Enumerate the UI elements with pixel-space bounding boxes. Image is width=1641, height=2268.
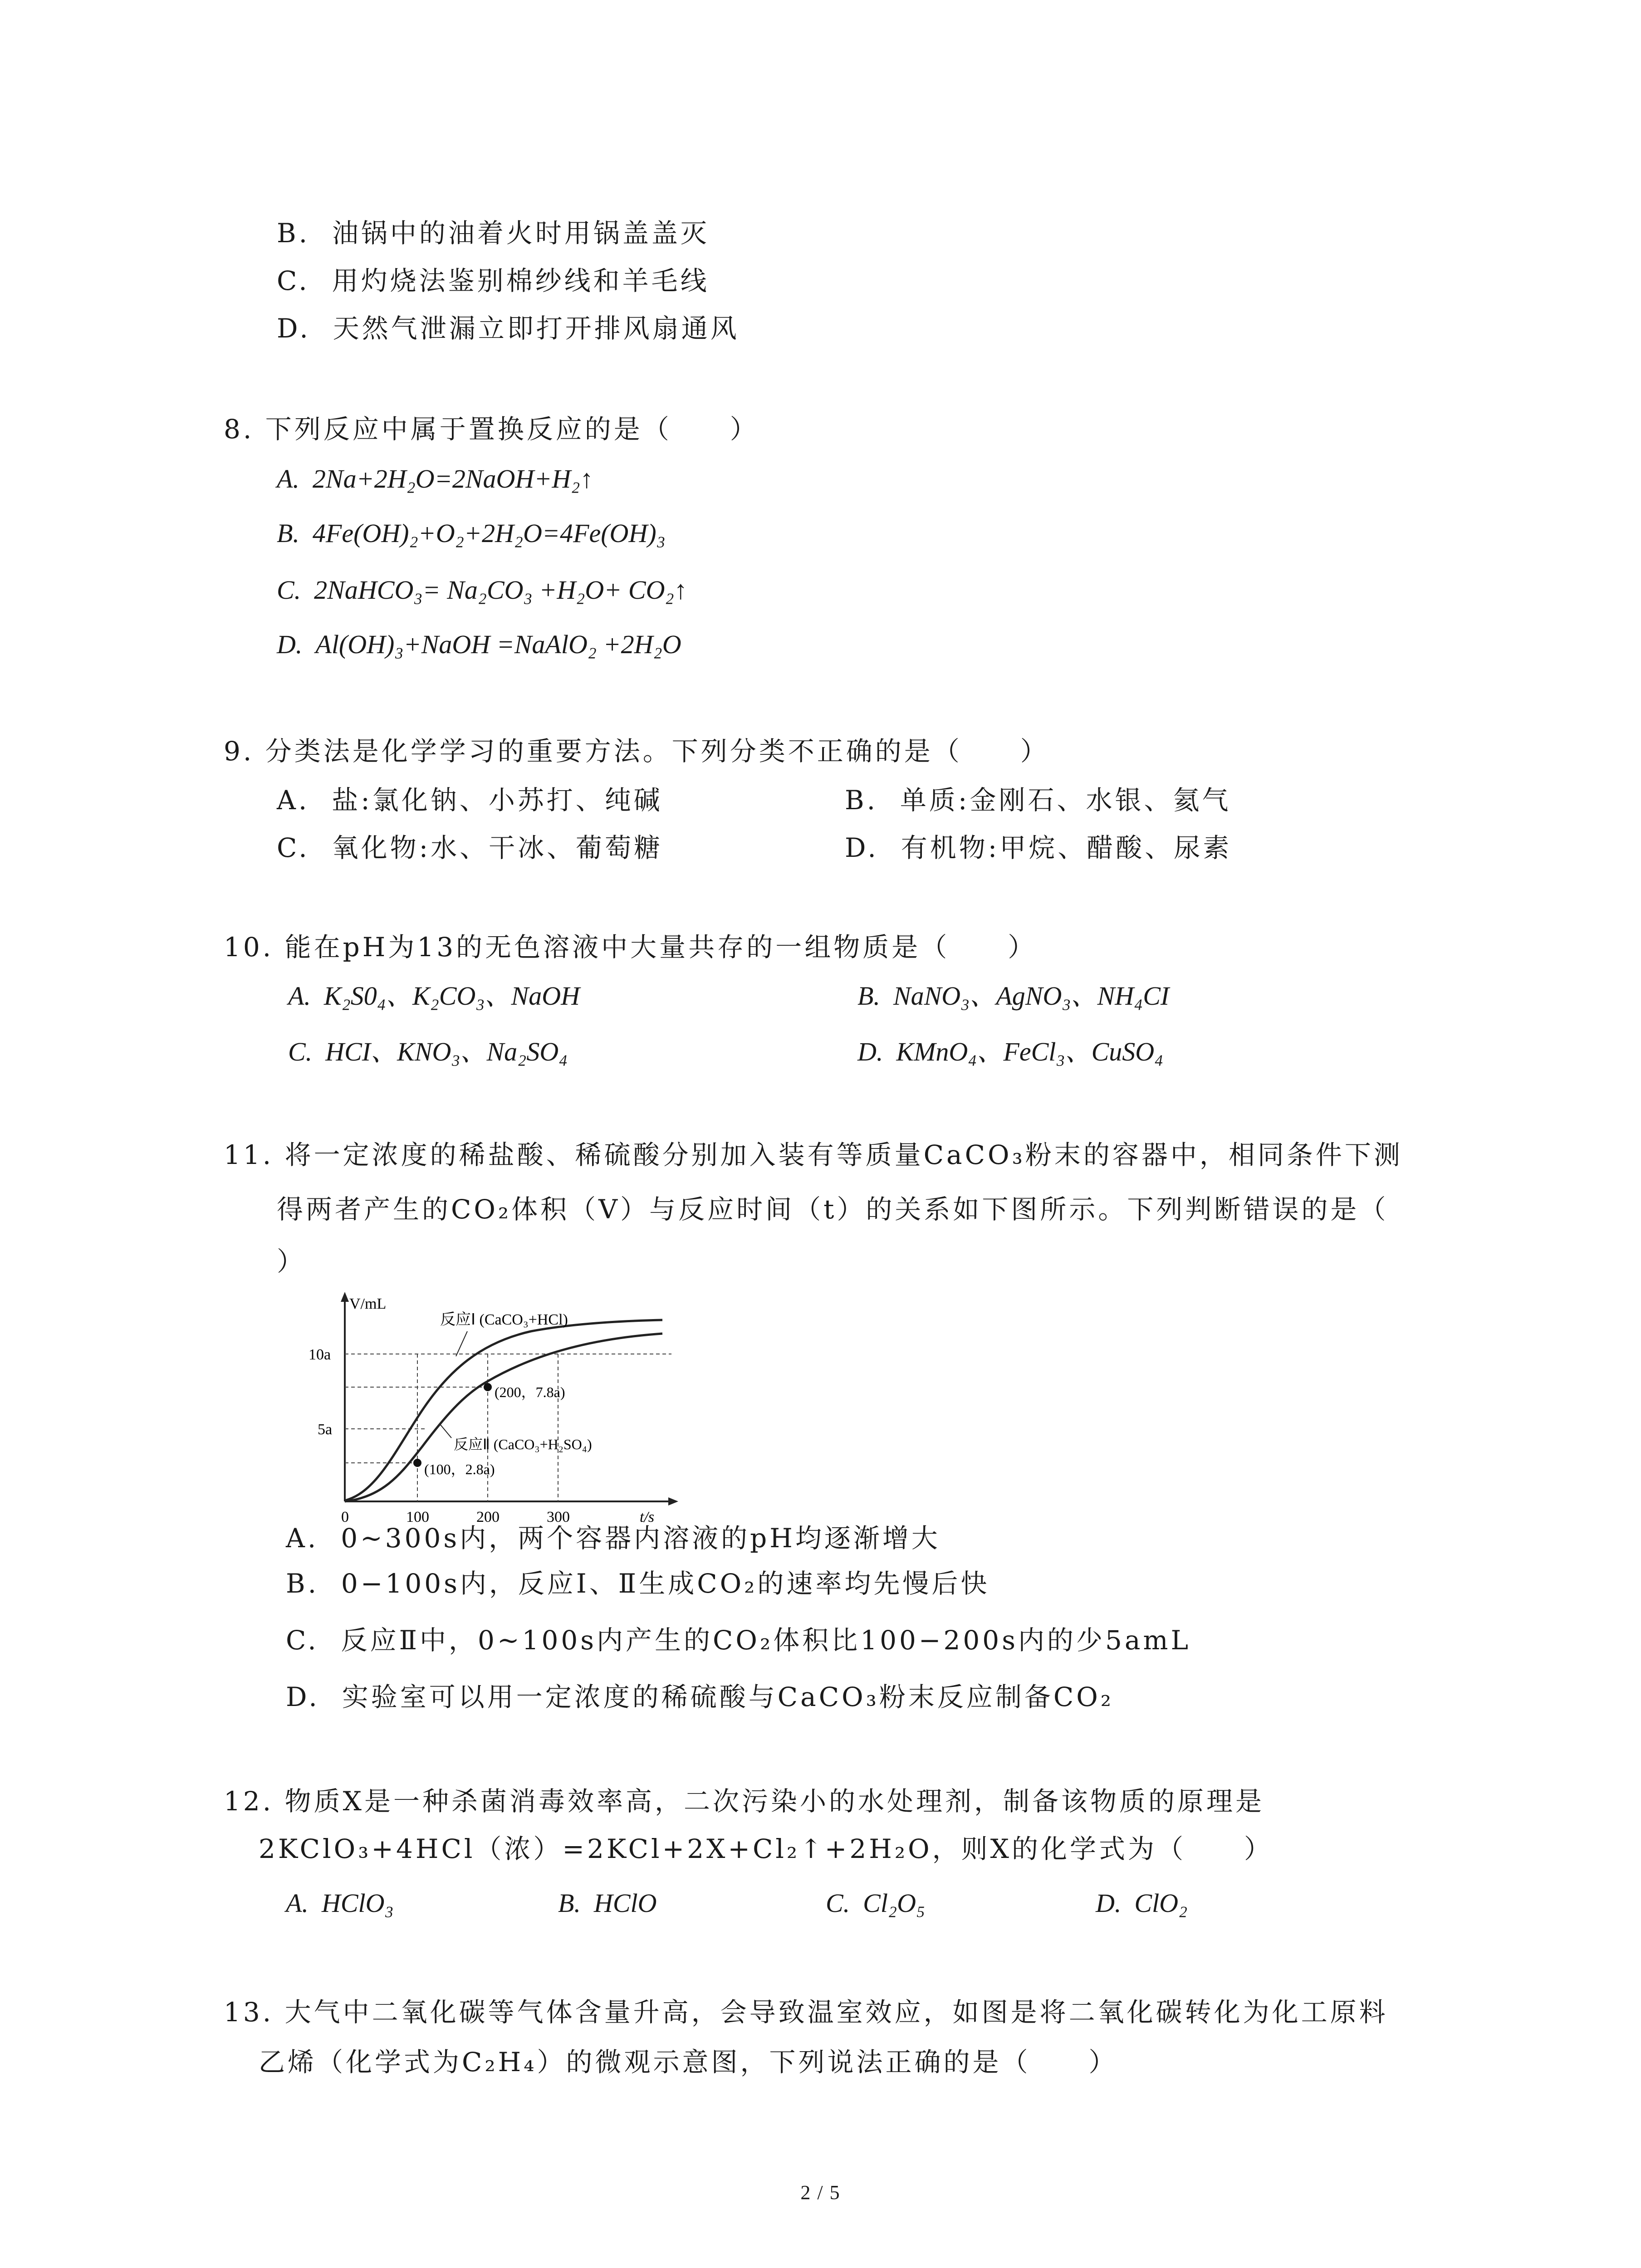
q10-option-d: D. KMnO₄、FeCl₃、CuSO₄ [857,1037,1164,1066]
q10-stem: 10. 能在pH为13的无色溶液中大量共存的一组物质是（ ） [224,932,1037,963]
q8-option-d: D. Al(OH)₃+NaOH =NaAlO₂ +2H₂O [277,630,681,659]
ytick-10a: 10a [309,1346,331,1363]
q12-option-c: C. Cl₂O₅ [826,1888,926,1918]
q9-option-d: D. 有机物:甲烷、醋酸、尿素 [845,832,1232,863]
co2-volume-time-figure [277,1288,685,1524]
leader-curve-2 [440,1424,451,1438]
q8-option-c: C. 2NaHCO₃= Na₂CO₃ +H₂O+ CO₂↑ [277,575,687,605]
leader-curve-1 [456,1331,467,1356]
point-2-label: (100，2.8a) [424,1461,495,1477]
q11-stem-line3: ） [277,1246,306,1277]
q9-option-a: A. 盐:氯化钠、小苏打、纯碱 [277,785,663,816]
point-100-2.8a [413,1459,421,1467]
x-axis-label: t/s [640,1509,655,1524]
y-axis-label: V/mL [349,1295,387,1312]
page-number: 2 / 5 [800,2181,841,2204]
q13-stem-line1: 13. 大气中二氧化碳等气体含量升高，会导致温室效应，如图是将二氧化碳转化为化工原料 [224,1997,1388,2028]
q8-option-b: B. 4Fe(OH)₂+O₂+2H₂O=4Fe(OH)₃ [277,518,666,548]
q7-option-b: B. 油锅中的油着火时用锅盖盖灭 [277,218,710,249]
point-1-label: (200，7.8a) [495,1384,565,1400]
xtick-0: 0 [341,1509,349,1524]
curve-reaction-1 [345,1320,662,1501]
q12-option-b: B. HClO [558,1888,657,1918]
q12-option-d: D. ClO₂ [1096,1888,1188,1918]
xtick-100: 100 [406,1509,429,1524]
q12-stem-line1: 12. 物质X是一种杀菌消毒效率高，二次污染小的水处理剂，制备该物质的原理是 [224,1786,1264,1817]
q11-stem-line2: 得两者产生的CO₂体积（V）与反应时间（t）的关系如下图所示。下列判断错误的是（ [277,1194,1389,1225]
curve-2-label: 反应Ⅱ (CaCO₃+H₂SO₄) [454,1436,592,1452]
xtick-200: 200 [476,1509,500,1524]
xtick-300: 300 [547,1509,570,1524]
q12-option-a: A. HClO₃ [286,1888,394,1918]
q7-option-c: C. 用灼烧法鉴别棉纱线和羊毛线 [277,265,710,296]
y-axis-arrow [341,1292,349,1302]
curve-1-label: 反应Ⅰ (CaCO₃+HCl) [440,1311,568,1328]
x-axis-arrow [668,1497,678,1505]
q7-option-d: D. 天然气泄漏立即打开排风扇通风 [277,313,740,344]
q13-stem-line2: 乙烯（化学式为C₂H₄）的微观示意图，下列说法正确的是（ ） [259,2047,1118,2077]
point-200-7.8a [484,1383,492,1391]
curve-reaction-2 [345,1334,662,1501]
q9-stem: 9. 分类法是化学学习的重要方法。下列分类不正确的是（ ） [224,736,1049,767]
q12-stem-line2: 2KClO₃+4HCl（浓）=2KCl+2X+Cl₂↑+2H₂O，则X的化学式为（ ） [259,1833,1273,1864]
q11-option-b: B. 0−100s内，反应Ⅰ、Ⅱ生成CO₂的速率均先慢后快 [286,1568,990,1599]
q9-option-b: B. 单质:金刚石、水银、氦气 [845,785,1231,816]
q11-option-c: C. 反应Ⅱ中，0~100s内产生的CO₂体积比100−200s内的少5amL [286,1625,1191,1656]
q10-option-c: C. HCI、KNO₃、Na₂SO₄ [288,1037,568,1066]
q11-option-a: A. 0~300s内，两个容器内溶液的pH均逐渐增大 [286,1523,941,1554]
q11-option-d: D. 实验室可以用一定浓度的稀硫酸与CaCO₃粉末反应制备CO₂ [286,1681,1114,1712]
q8-stem: 8. 下列反应中属于置换反应的是（ ） [224,414,759,445]
q11-stem-line1: 11. 将一定浓度的稀盐酸、稀硫酸分别加入装有等质量CaCO₃粉末的容器中，相同条件下测 [224,1139,1403,1170]
q9-option-c: C. 氧化物:水、干冰、葡萄糖 [277,832,663,863]
q8-option-a: A. 2Na+2H₂O=2NaOH+H₂↑ [277,464,593,494]
ytick-5a: 5a [318,1421,333,1438]
q10-option-b: B. NaNO₃、AgNO₃、NH₄CI [857,981,1170,1011]
q10-option-a: A. K₂S0₄、K₂CO₃、NaOH [288,981,580,1011]
